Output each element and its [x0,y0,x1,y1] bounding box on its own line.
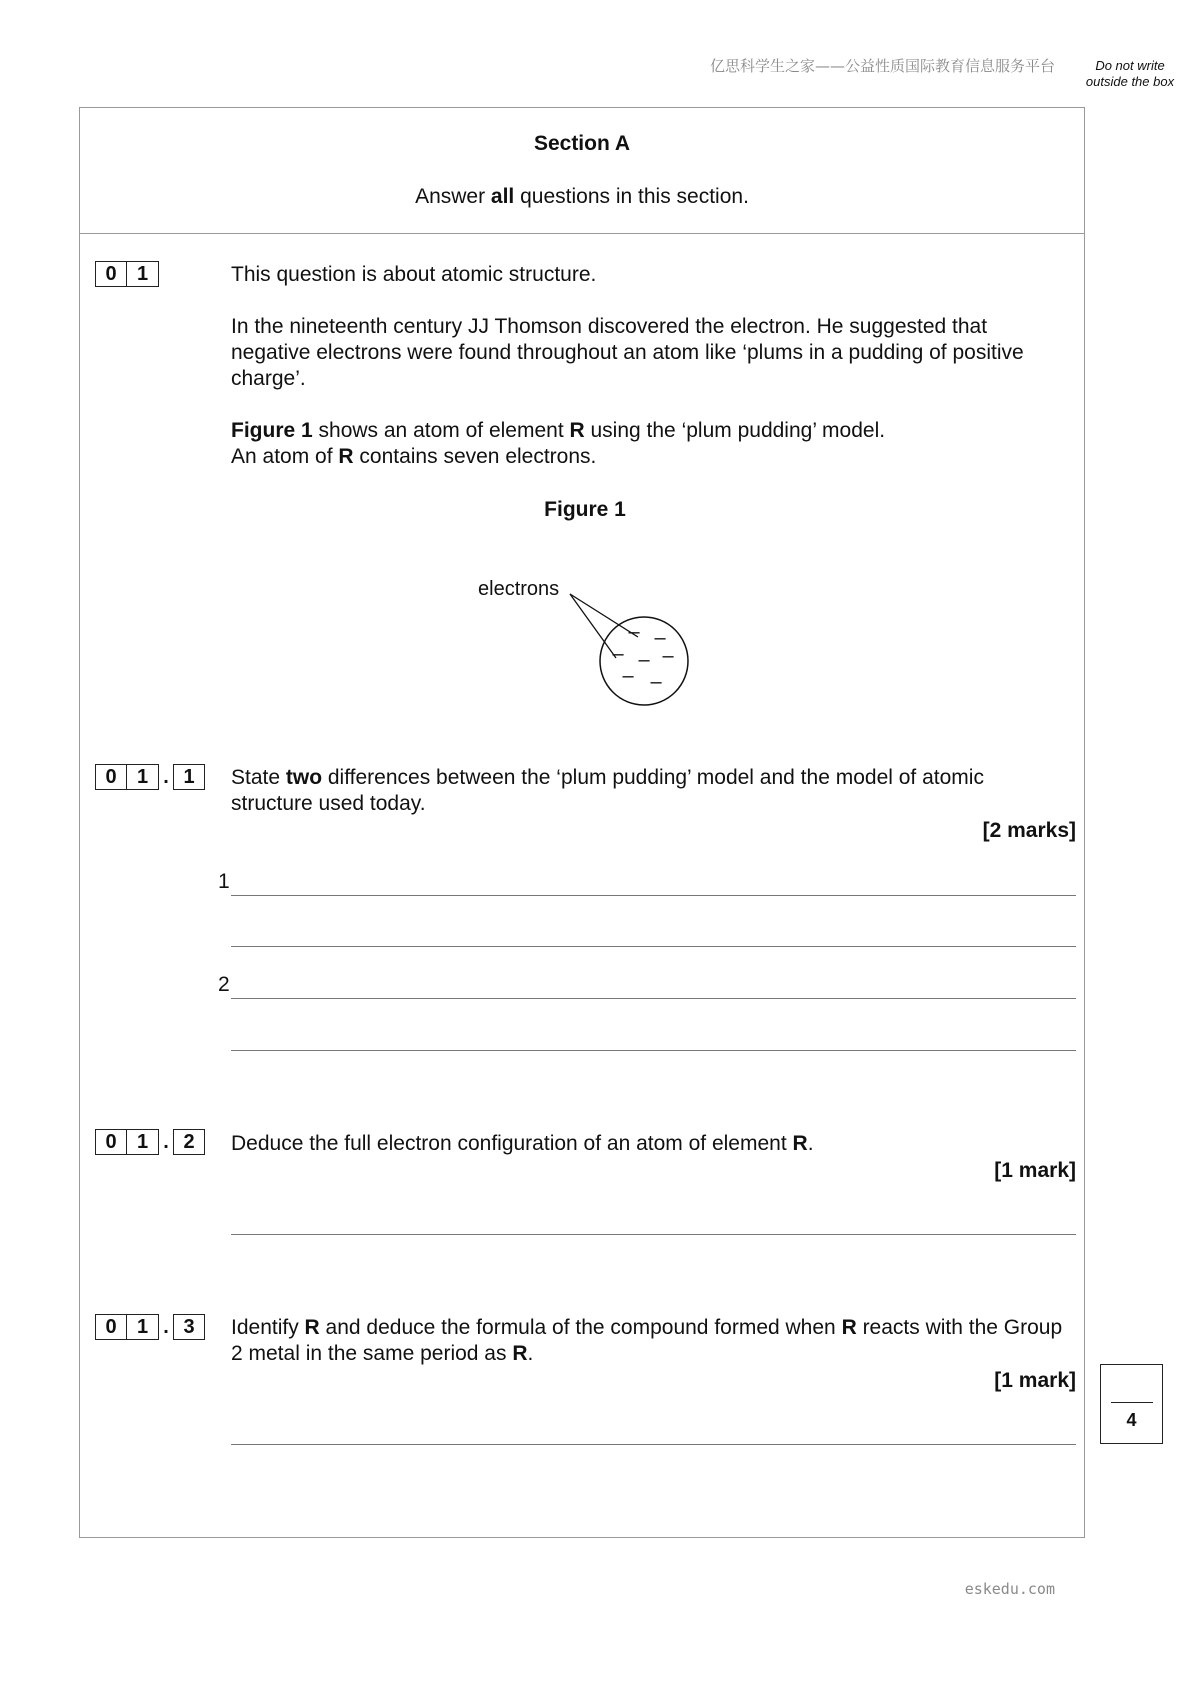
q01-2-text: Deduce the full electron configuration of an atom of element R. [231,1132,814,1155]
answer-label-1: 1 [218,870,230,893]
q01-1-marks: [2 marks] [982,819,1076,842]
plum-pudding-diagram [470,570,710,710]
label-pointer-line [570,594,616,658]
answer-line[interactable] [231,895,1076,896]
score-line [1111,1402,1153,1403]
electron-symbol: – [662,645,674,667]
answer-line[interactable] [231,1444,1076,1445]
electron-symbol: – [612,643,624,665]
q01-1-text: State two differences between the ‘plum pudding’ model and the model of atomic structure used today. [231,766,984,815]
answer-line[interactable] [231,1050,1076,1051]
section-title: Section A [533,132,631,155]
q01-3-text: Identify R and deduce the formula of the compound formed when R reacts with the Group 2 metal in the same period as R. [231,1316,1063,1365]
question-number-01-2: 0 1 . 2 [95,1129,205,1155]
q01-2-marks: [1 mark] [994,1159,1076,1182]
q01-intro: This question is about atomic structure. [231,263,597,286]
answer-label-2: 2 [218,973,230,996]
page-score-value: 4 [1126,1410,1137,1430]
section-divider [79,233,1085,234]
q01-history: In the nineteenth century JJ Thomson discovered the electron. He suggested that negative electrons were found throughout an atom like ‘plums in a pudding of positive charge’. [231,315,1024,390]
answer-line[interactable] [231,1234,1076,1235]
electron-symbol: – [654,627,666,649]
question-number-01: 0 1 [95,261,159,287]
section-instruction: Answer all questions in this section. [415,185,749,208]
electrons-label: electrons [478,578,560,600]
answer-line[interactable] [231,946,1076,947]
electron-symbol: – [628,621,640,643]
answer-line[interactable] [231,998,1076,999]
electron-symbol: – [622,665,634,687]
page-score-box [1100,1364,1163,1444]
electron-symbol: – [650,671,662,693]
footer-watermark: eskedu.com [964,1580,1055,1598]
q01-figure-reference: Figure 1 shows an atom of element R using the ‘plum pudding’ model. An atom of R contains seven electrons. [231,419,886,468]
figure-title: Figure 1 [544,498,626,521]
margin-note: Do not write outside the box [1085,58,1175,89]
question-number-01-3: 0 1 . 3 [95,1314,205,1340]
electron-symbol: – [638,649,650,671]
header-watermark: 亿思科学生之家——公益性质国际教育信息服务平台 [709,57,1055,75]
question-number-01-1: 0 1 . 1 [95,764,205,790]
q01-3-marks: [1 mark] [994,1369,1076,1392]
